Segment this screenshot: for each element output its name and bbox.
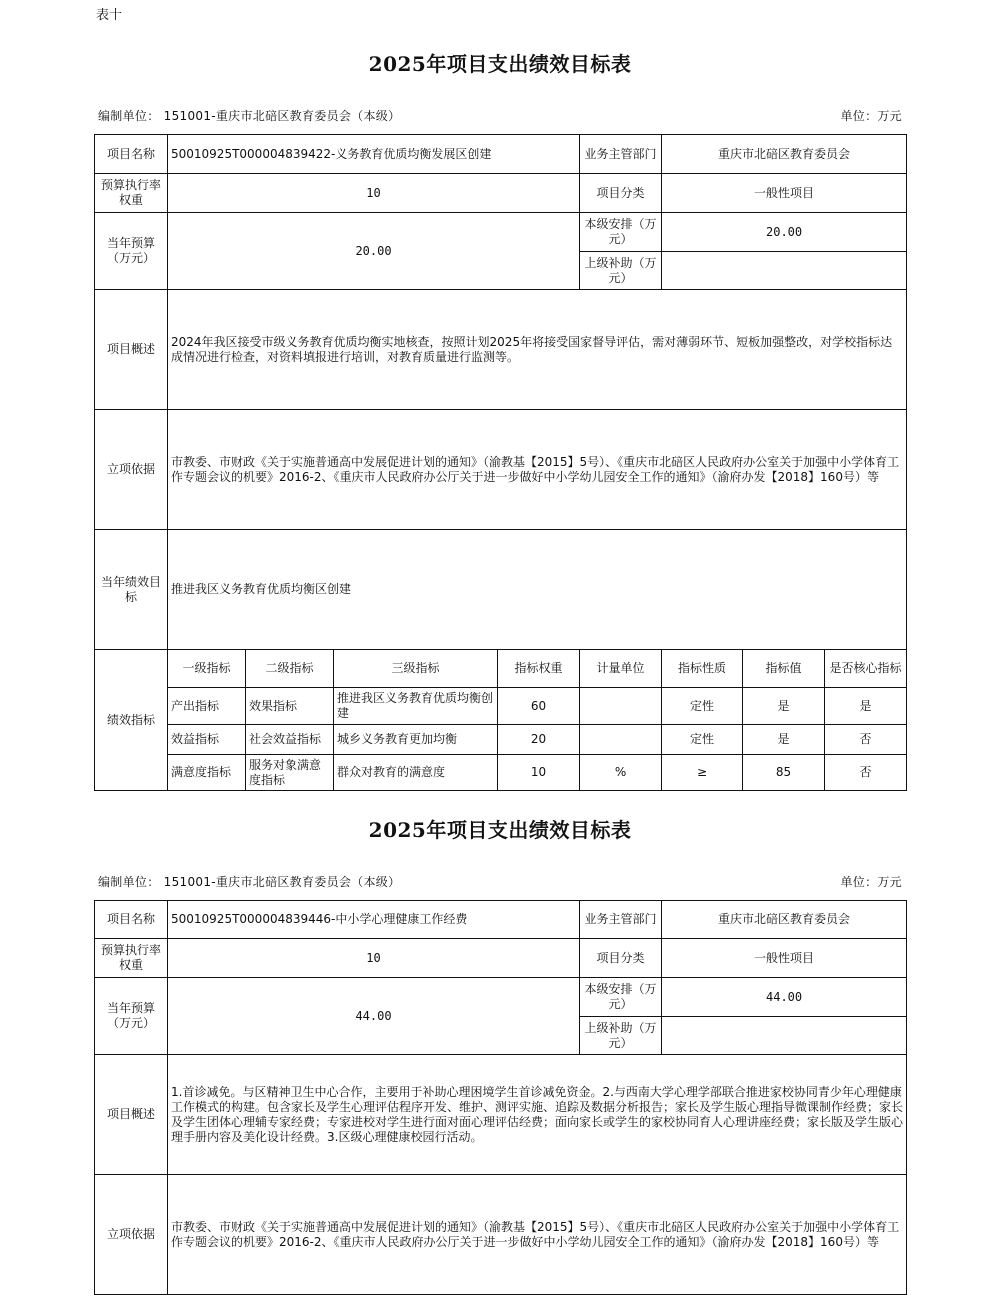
basis-text: 市教委、市财政《关于实施普通高中发展促进计划的通知》（渝教基【2015】5号）、《重庆市北碚区人民政府办公室关于加强中小学体育工作专题会议的机要》2016-2、《重庆市人民政府办公厅关于进一步做好中小学幼儿园安全工作的通知》（渝府办发【2018】160号）等 bbox=[168, 1175, 907, 1295]
dept-label: 业务主管部门 bbox=[580, 135, 662, 174]
exec-weight: 10 bbox=[168, 939, 580, 978]
performance-table bbox=[94, 900, 907, 1295]
exec-weight: 10 bbox=[168, 174, 580, 213]
budget-label: 当年预算（万元） bbox=[95, 978, 168, 1055]
indicator-core: 否 bbox=[825, 755, 907, 791]
indicator-header: 二级指标 bbox=[246, 650, 334, 688]
indicator-header: 计量单位 bbox=[580, 650, 662, 688]
table-title: 2025年项目支出绩效目标表 bbox=[368, 52, 632, 76]
basis-label: 立项依据 bbox=[95, 410, 168, 530]
indicator-header: 是否核心指标 bbox=[825, 650, 907, 688]
indicator-level1: 满意度指标 bbox=[168, 755, 246, 791]
local-label: 本级安排（万元） bbox=[580, 978, 662, 1017]
prepared-by-label: 编制单位： bbox=[98, 109, 160, 123]
dept-label: 业务主管部门 bbox=[580, 901, 662, 939]
superior-value bbox=[662, 1017, 907, 1055]
category-value: 一般性项目 bbox=[662, 939, 907, 978]
indicator-level2: 效果指标 bbox=[246, 688, 334, 725]
budget-total: 20.00 bbox=[168, 213, 580, 290]
indicator-value: 85 bbox=[743, 755, 825, 791]
dept-value: 重庆市北碚区教育委员会 bbox=[662, 901, 907, 939]
indicator-level3: 群众对教育的满意度 bbox=[334, 755, 498, 791]
superior-value bbox=[662, 252, 907, 290]
indicator-level2: 社会效益指标 bbox=[246, 725, 334, 755]
overview-text: 2024年我区接受市级义务教育优质均衡实地核查，按照计划2025年将接受国家督导评估，需对薄弱环节、短板加强整改，对学校指标达成情况进行检查，对资料填报进行培训，对教育质量进行监测等。 bbox=[168, 290, 907, 410]
indicator-nature: ≥ bbox=[662, 755, 743, 791]
indicators-label: 绩效指标 bbox=[95, 650, 168, 791]
basis-label: 立项依据 bbox=[95, 1175, 168, 1295]
indicator-unit: % bbox=[580, 755, 662, 791]
prepared-by bbox=[98, 873, 400, 890]
category-value: 一般性项目 bbox=[662, 174, 907, 213]
indicator-weight: 60 bbox=[498, 688, 580, 725]
indicator-header: 三级指标 bbox=[334, 650, 498, 688]
project-name: 50010925T000004839422-义务教育优质均衡发展区创建 bbox=[168, 135, 580, 174]
basis-text: 市教委、市财政《关于实施普通高中发展促进计划的通知》（渝教基【2015】5号）、《重庆市北碚区人民政府办公室关于加强中小学体育工作专题会议的机要》2016-2、《重庆市人民政府办公厅关于进一步做好中小学幼儿园安全工作的通知》（渝府办发【2018】160号）等 bbox=[168, 410, 907, 530]
indicator-level2: 服务对象满意度指标 bbox=[246, 755, 334, 791]
prepared-by bbox=[98, 107, 400, 124]
page-label: 表十 bbox=[96, 8, 123, 23]
indicator-core: 是 bbox=[825, 688, 907, 725]
category-label: 项目分类 bbox=[580, 939, 662, 978]
goal-text: 推进我区义务教育优质均衡区创建 bbox=[168, 530, 907, 650]
overview-text: 1.首诊减免。与区精神卫生中心合作，主要用于补助心理困境学生首诊减免资金。2.与西南大学心理学部联合推进家校协同青少年心理健康工作模式的构建。包含家长及学生心理评估程序开发、维护、测评实施、追踪及数据分析报告；家长及学生版心理指导微课制作经费；家长及学生团体心理辅专家经费；专家进校对学生进行面对面心理评估经费；面向家长或学生的家校协同育人心理讲座经费；家长版及学生版心理手册内容及美化设计经费。3.区级心理健康校园行活动。 bbox=[168, 1055, 907, 1175]
indicator-level3: 城乡义务教育更加均衡 bbox=[334, 725, 498, 755]
overview-label: 项目概述 bbox=[95, 1055, 168, 1175]
budget-total: 44.00 bbox=[168, 978, 580, 1055]
indicator-header: 指标权重 bbox=[498, 650, 580, 688]
indicator-unit bbox=[580, 725, 662, 755]
local-value: 44.00 bbox=[662, 978, 907, 1017]
exec-weight-label: 预算执行率权重 bbox=[95, 174, 168, 213]
table-title: 2025年项目支出绩效目标表 bbox=[368, 818, 632, 842]
indicator-level1: 产出指标 bbox=[168, 688, 246, 725]
goal-label: 当年绩效目标 bbox=[95, 530, 168, 650]
dept-value: 重庆市北碚区教育委员会 bbox=[662, 135, 907, 174]
superior-label: 上级补助（万元） bbox=[580, 252, 662, 290]
category-label: 项目分类 bbox=[580, 174, 662, 213]
exec-weight-label: 预算执行率权重 bbox=[95, 939, 168, 978]
indicator-level3: 推进我区义务教育优质均衡创建 bbox=[334, 688, 498, 725]
indicator-level1: 效益指标 bbox=[168, 725, 246, 755]
indicator-row bbox=[95, 725, 907, 755]
project-name-label: 项目名称 bbox=[95, 901, 168, 939]
unit-text: 单位：万元 bbox=[840, 109, 902, 123]
project-name: 50010925T000004839446-中小学心理健康工作经费 bbox=[168, 901, 580, 939]
overview-label: 项目概述 bbox=[95, 290, 168, 410]
indicator-header: 指标性质 bbox=[662, 650, 743, 688]
indicator-core: 否 bbox=[825, 725, 907, 755]
prepared-by-value: 151001-重庆市北碚区教育委员会（本级） bbox=[163, 875, 401, 889]
project-name-label: 项目名称 bbox=[95, 135, 168, 174]
prepared-by-value: 151001-重庆市北碚区教育委员会（本级） bbox=[163, 109, 401, 123]
indicator-value: 是 bbox=[743, 688, 825, 725]
indicator-weight: 10 bbox=[498, 755, 580, 791]
unit-text: 单位：万元 bbox=[840, 875, 902, 889]
indicator-nature: 定性 bbox=[662, 688, 743, 725]
indicator-value: 是 bbox=[743, 725, 825, 755]
indicator-weight: 20 bbox=[498, 725, 580, 755]
performance-table bbox=[94, 134, 907, 791]
indicator-row bbox=[95, 688, 907, 725]
prepared-by-label: 编制单位： bbox=[98, 875, 160, 889]
local-label: 本级安排（万元） bbox=[580, 213, 662, 252]
indicator-nature: 定性 bbox=[662, 725, 743, 755]
indicator-header: 一级指标 bbox=[168, 650, 246, 688]
superior-label: 上级补助（万元） bbox=[580, 1017, 662, 1055]
local-value: 20.00 bbox=[662, 213, 907, 252]
indicator-unit bbox=[580, 688, 662, 725]
indicator-row bbox=[95, 755, 907, 791]
budget-label: 当年预算（万元） bbox=[95, 213, 168, 290]
indicator-header: 指标值 bbox=[743, 650, 825, 688]
